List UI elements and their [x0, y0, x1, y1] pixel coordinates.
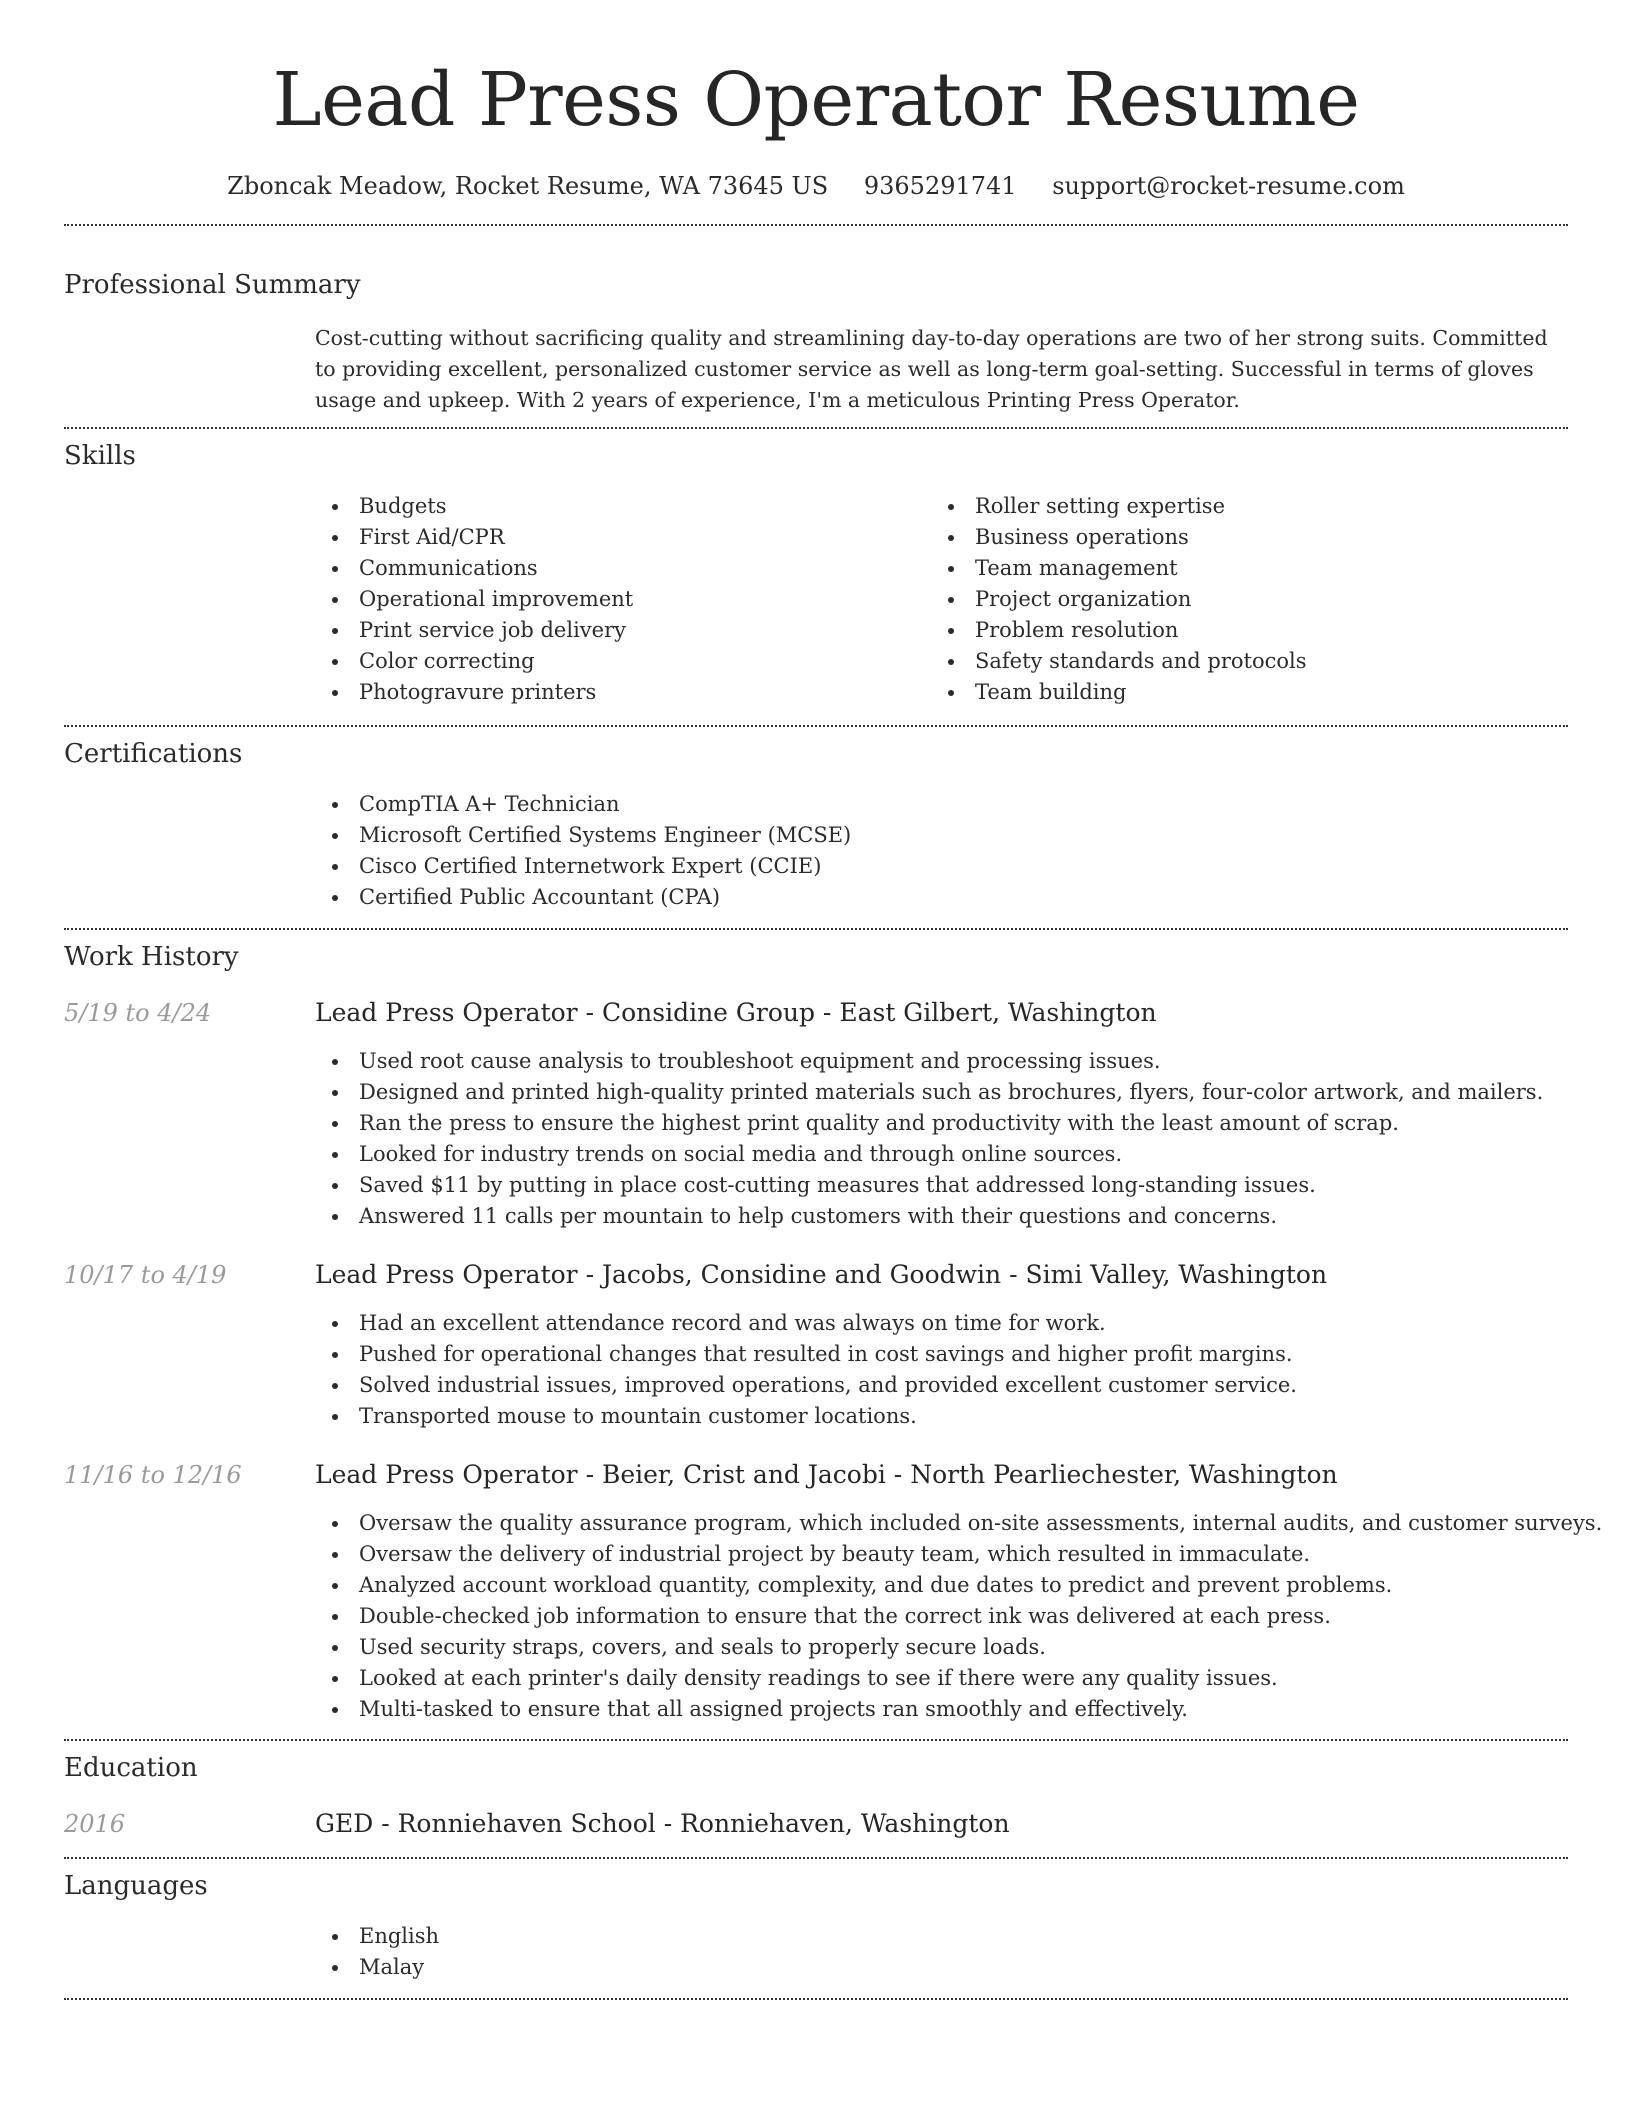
work-bullet-list: [315, 1046, 1568, 1232]
work-entry-heading: Lead Press Operator - Jacobs, Considine and Goodwin - Simi Valley, Washington: [315, 1260, 1328, 1289]
work-entry: [64, 996, 1568, 1232]
contact-email: support@rocket-resume.com: [1052, 172, 1405, 200]
languages-list: [315, 1921, 1568, 1983]
section-title-certifications: Certifications: [64, 739, 243, 769]
work-bullet: Answered 11 calls per mountain to help customers with their questions and concerns.: [315, 1201, 1568, 1232]
language-item: English: [315, 1921, 1568, 1952]
section-title-summary: Professional Summary: [64, 270, 361, 300]
education-date: 2016: [64, 1810, 126, 1838]
skill-item: Business operations: [931, 522, 1547, 553]
certification-item: Cisco Certified Internetwork Expert (CCIE): [315, 851, 1568, 882]
skill-item: Team management: [931, 553, 1547, 584]
work-bullet: Oversaw the quality assurance program, which included on-site assessments, internal audits, and customer surveys.: [315, 1508, 1568, 1539]
skill-item: Budgets: [315, 491, 931, 522]
work-bullet-list: [315, 1308, 1568, 1432]
work-entry-bullets: [315, 1508, 1603, 1725]
certifications-content: [315, 789, 1568, 913]
work-bullet: Oversaw the delivery of industrial project by beauty team, which resulted in immaculate.: [315, 1539, 1568, 1570]
work-bullet: Saved $11 by putting in place cost-cutting measures that addressed long-standing issues.: [315, 1170, 1568, 1201]
section-title-work-history: Work History: [64, 942, 239, 972]
work-bullet: Used root cause analysis to troubleshoot equipment and processing issues.: [315, 1046, 1568, 1077]
certification-item: Microsoft Certified Systems Engineer (MCSE): [315, 820, 1568, 851]
work-bullet: Pushed for operational changes that resulted in cost savings and higher profit margins.: [315, 1339, 1568, 1370]
work-bullet: Used security straps, covers, and seals to properly secure loads.: [315, 1632, 1568, 1663]
education-heading: GED - Ronniehaven School - Ronniehaven, Washington: [315, 1809, 1010, 1838]
skills-list-right: [931, 491, 1547, 708]
work-bullet: Looked at each printer's daily density readings to see if there were any quality issues.: [315, 1663, 1568, 1694]
work-entry-date: 11/16 to 12/16: [64, 1461, 242, 1489]
education-entry: [64, 1807, 1568, 1841]
summary-text: Cost-cutting without sacrificing quality and streamlining day-to-day operations are two of her strong suits. Committed to providing excellent, personalized customer service as well as long-term goal-setting. Successful in terms of gloves usage and upkeep. With 2 years of experience, I'm a meticulous Printing Press Operator.: [315, 326, 1548, 412]
language-item: Malay: [315, 1952, 1568, 1983]
skill-item: Operational improvement: [315, 584, 931, 615]
divider: [64, 1857, 1568, 1859]
work-entry: [64, 1258, 1568, 1432]
certification-item: CompTIA A+ Technician: [315, 789, 1568, 820]
work-bullet: Looked for industry trends on social media and through online sources.: [315, 1139, 1568, 1170]
skill-item: Team building: [931, 677, 1547, 708]
divider: [64, 1739, 1568, 1741]
skill-item: Problem resolution: [931, 615, 1547, 646]
skills-column-right: [931, 491, 1547, 708]
work-bullet: Multi-tasked to ensure that all assigned projects ran smoothly and effectively.: [315, 1694, 1568, 1725]
skill-item: Communications: [315, 553, 931, 584]
work-entry: [64, 1458, 1603, 1725]
divider: [64, 224, 1568, 226]
work-entry-heading: Lead Press Operator - Beier, Crist and Jacobi - North Pearliechester, Washington: [315, 1460, 1338, 1489]
divider: [64, 928, 1568, 930]
section-title-languages: Languages: [64, 1871, 208, 1901]
skills-column-left: [315, 491, 931, 708]
work-bullet-list: [315, 1508, 1603, 1725]
skill-item: Color correcting: [315, 646, 931, 677]
skills-grid: [315, 491, 1568, 708]
work-bullet: Designed and printed high-quality printed materials such as brochures, flyers, four-color artwork, and mailers.: [315, 1077, 1568, 1108]
resume-page: [64, 0, 1603, 2000]
resume-title: Lead Press Operator Resume: [272, 57, 1360, 143]
summary-content: [315, 323, 1568, 416]
work-entry-heading: Lead Press Operator - Considine Group - East Gilbert, Washington: [315, 998, 1157, 1027]
work-bullet: Solved industrial issues, improved operations, and provided excellent customer service.: [315, 1370, 1568, 1401]
contact-address: Zboncak Meadow, Rocket Resume, WA 73645 US: [227, 172, 829, 200]
certifications-list: [315, 789, 1568, 913]
work-bullet: Ran the press to ensure the highest print quality and productivity with the least amount of scrap.: [315, 1108, 1568, 1139]
skill-item: Safety standards and protocols: [931, 646, 1547, 677]
divider: [64, 427, 1568, 429]
skill-item: Photogravure printers: [315, 677, 931, 708]
skill-item: Roller setting expertise: [931, 491, 1547, 522]
section-title-skills: Skills: [64, 441, 136, 471]
work-bullet: Analyzed account workload quantity, complexity, and due dates to predict and prevent problems.: [315, 1570, 1568, 1601]
skill-item: Project organization: [931, 584, 1547, 615]
work-entry-date: 5/19 to 4/24: [64, 999, 212, 1027]
languages-content: [315, 1921, 1568, 1983]
skill-item: Print service job delivery: [315, 615, 931, 646]
work-bullet: Double-checked job information to ensure that the correct ink was delivered at each press.: [315, 1601, 1568, 1632]
work-bullet: Transported mouse to mountain customer locations.: [315, 1401, 1568, 1432]
skill-item: First Aid/CPR: [315, 522, 931, 553]
work-entry-bullets: [315, 1308, 1568, 1432]
skills-list-left: [315, 491, 931, 708]
contact-phone: 9365291741: [863, 172, 1017, 200]
divider: [64, 725, 1568, 727]
work-bullet: Had an excellent attendance record and was always on time for work.: [315, 1308, 1568, 1339]
work-entry-bullets: [315, 1046, 1568, 1232]
section-title-education: Education: [64, 1753, 198, 1783]
divider: [64, 1998, 1568, 2000]
work-entry-date: 10/17 to 4/19: [64, 1261, 227, 1289]
certification-item: Certified Public Accountant (CPA): [315, 882, 1568, 913]
contact-line: [64, 170, 1568, 202]
